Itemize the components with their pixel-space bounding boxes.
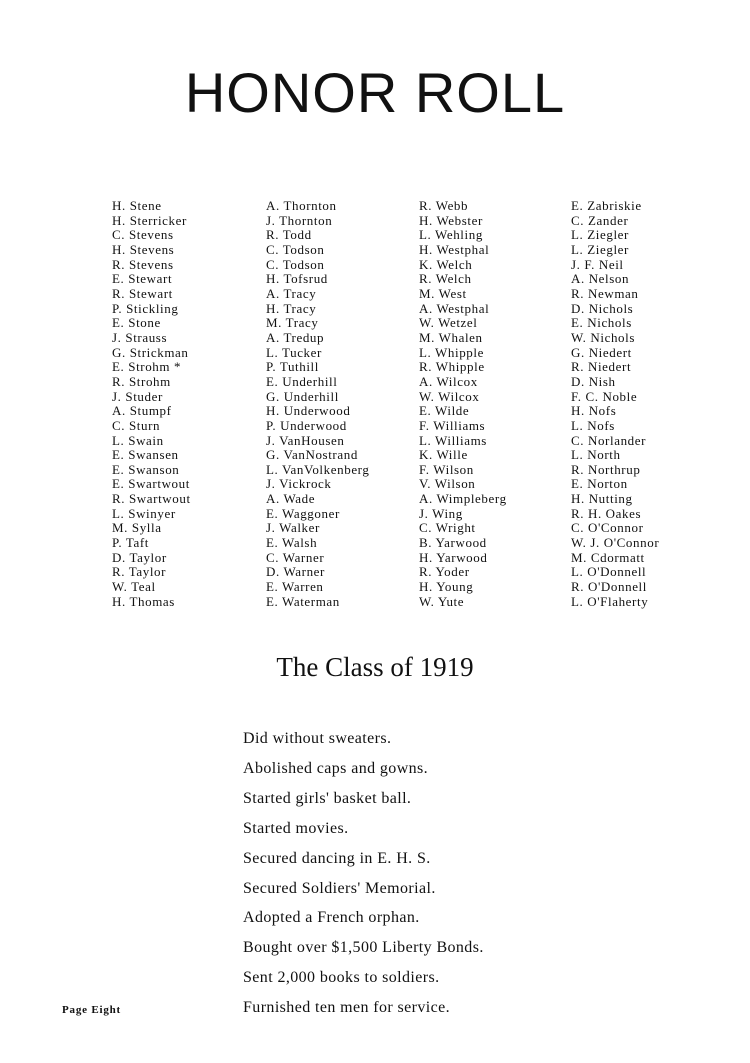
honor-roll-name: L. VanVolkenberg [266,461,370,477]
honor-roll-name: D. Warner [266,564,325,580]
honor-roll-name: C. Todson [266,256,325,272]
honor-roll-name: C. Zander [571,212,629,228]
honor-roll-name: A. Wilcox [419,373,478,389]
honor-roll-name: E. Strohm * [112,359,182,375]
honor-roll-name: A. Tracy [266,285,317,301]
honor-roll-name: F. Williams [419,417,486,433]
honor-roll-name: L. Ziegler [571,241,629,257]
honor-roll-column-4 [571,199,659,609]
honor-roll-name: G. VanNostrand [266,447,358,463]
honor-roll-name: L. Wehling [419,227,483,243]
honor-roll-name: D. Nichols [571,300,634,316]
achievement-item: Did without sweaters. [243,730,392,747]
achievement-item: Abolished caps and gowns. [243,759,429,777]
honor-roll-name: C. Wright [419,520,476,536]
honor-roll-name: C. Sturn [112,417,161,433]
honor-roll-name: L. O'Flaherty [571,593,649,609]
honor-roll-name: L. Swain [112,432,164,448]
honor-roll-name: J. Strauss [112,329,168,345]
honor-roll-name: R. Whipple [419,359,485,375]
honor-roll-name: A. Nelson [571,271,630,287]
honor-roll-name: H. Nofs [571,403,617,419]
honor-roll-name: P. Stickling [112,300,179,316]
achievement-item: Sent 2,000 books to soldiers. [243,969,440,987]
honor-roll-name: A. Westphal [419,300,490,316]
honor-roll-name: R. Newman [571,285,639,301]
honor-roll-name: M. Whalen [419,329,483,345]
honor-roll-name: H. Stene [112,198,162,213]
honor-roll-name: L. O'Donnell [571,564,647,580]
honor-roll-name: R. Webb [419,198,469,213]
honor-roll-name: H. Underwood [266,403,351,419]
honor-roll-name: G. Strickman [112,344,189,360]
honor-roll-name: E. Wilde [419,403,470,419]
honor-roll-name: R. Welch [419,271,472,287]
honor-roll-name: W. Wetzel [419,315,478,331]
honor-roll-name: C. Todson [266,241,325,257]
honor-roll-name: D. Nish [571,373,616,389]
honor-roll-name: R. Strohm [112,373,171,389]
honor-roll-name: G. Niedert [571,344,632,360]
honor-roll-name: L. Williams [419,432,487,448]
honor-roll-name: E. Waggoner [266,505,340,521]
honor-roll-name: M. Sylla [112,520,162,536]
honor-roll-name: R. Yoder [419,564,470,580]
class-title: The Class of 1919 [276,652,474,682]
honor-roll-name: H. Thomas [112,593,175,609]
achievement-item: Secured dancing in E. H. S. [243,849,431,867]
honor-roll-name: W. Nichols [571,329,636,345]
page-number: Page Eight [62,1004,122,1016]
honor-roll-name: J. VanHousen [266,432,345,448]
honor-roll-name: E. Underhill [266,373,338,389]
honor-roll-name: H. Yarwood [419,549,488,565]
honor-roll-name: E. Swansen [112,447,179,463]
honor-roll-name: W. Teal [112,579,156,595]
achievements-list [243,724,663,1023]
honor-roll-name: W. Wilcox [419,388,480,404]
honor-roll-name: L. Whipple [419,344,484,360]
honor-roll-name: L. Tucker [266,344,322,360]
honor-roll-name: M. Tracy [266,315,319,331]
honor-roll-name: P. Tuthill [266,359,319,375]
page-title: HONOR ROLL [184,61,566,124]
honor-roll-name: G. Underhill [266,388,339,404]
honor-roll-name: C. Norlander [571,432,647,448]
honor-roll-name: H. Nutting [571,491,633,507]
achievement-item: Bought over $1,500 Liberty Bonds. [243,939,484,957]
honor-roll-name: H. Tofsrud [266,271,328,287]
honor-roll-name: E. Waterman [266,593,340,609]
honor-roll-name: E. Zabriskie [571,198,642,213]
honor-roll-name: M. Cdormatt [571,549,645,565]
achievement-item: Secured Soldiers' Memorial. [243,879,436,897]
honor-roll-name: F. C. Noble [571,388,638,404]
honor-roll-column-3 [419,199,507,609]
honor-roll-name: E. Norton [571,476,628,492]
honor-roll-name: L. Nofs [571,417,615,433]
achievement-item: Furnished ten men for service. [243,999,451,1017]
honor-roll-name: R. Niedert [571,359,632,375]
honor-roll-name: H. Webster [419,212,483,228]
honor-roll-name: M. West [419,285,467,301]
honor-roll-name: E. Swartwout [112,476,190,492]
honor-roll-name: R. Northrup [571,461,641,477]
honor-roll-name: E. Stewart [112,271,173,287]
honor-roll-name: C. O'Connor [571,520,644,536]
honor-roll-name: B. Yarwood [419,535,487,551]
honor-roll-name: E. Walsh [266,535,318,551]
honor-roll-name: A. Wade [266,491,316,507]
achievement-item: Started girls' basket ball. [243,789,412,807]
honor-roll-name: R. H. Oakes [571,505,642,521]
honor-roll-name: K. Welch [419,256,473,272]
honor-roll-name: H. Sterricker [112,212,187,228]
honor-roll-name: R. Stevens [112,256,174,272]
honor-roll-list [0,199,750,619]
honor-roll-name: C. Warner [266,549,325,565]
honor-roll-name: L. Ziegler [571,227,629,243]
honor-roll-name: H. Young [419,579,474,595]
honor-roll-name: R. Todd [266,227,312,243]
honor-roll-name: A. Tredup [266,329,325,345]
honor-roll-name: J. Walker [266,520,320,536]
honor-roll-name: E. Swanson [112,461,180,477]
honor-roll-name: J. Wing [419,505,463,521]
honor-roll-name: H. Stevens [112,241,175,257]
honor-roll-name: R. O'Donnell [571,579,647,595]
honor-roll-name: R. Stewart [112,285,173,301]
honor-roll-column-2 [266,199,369,609]
achievement-item: Adopted a French orphan. [243,909,420,927]
honor-roll-name: L. Swinyer [112,505,176,521]
honor-roll-name: W. J. O'Connor [571,535,660,551]
honor-roll-name: J. F. Neil [571,256,624,272]
honor-roll-name: P. Underwood [266,417,347,433]
honor-roll-name: A. Thornton [266,198,337,213]
honor-roll-name: K. Wille [419,447,468,463]
honor-roll-name: V. Wilson [419,476,476,492]
honor-roll-name: J. Vickrock [266,476,332,492]
honor-roll-name: J. Thornton [266,212,333,228]
achievement-item: Started movies. [243,819,349,837]
honor-roll-name: J. Studer [112,388,163,404]
honor-roll-name: L. North [571,447,621,463]
honor-roll-name: E. Warren [266,579,324,595]
honor-roll-name: R. Swartwout [112,491,191,507]
honor-roll-name: E. Nichols [571,315,632,331]
honor-roll-name: R. Taylor [112,564,167,580]
honor-roll-name: P. Taft [112,535,149,551]
honor-roll-name: H. Westphal [419,241,490,257]
honor-roll-name: F. Wilson [419,461,474,477]
honor-roll-name: C. Stevens [112,227,174,243]
honor-roll-name: H. Tracy [266,300,317,316]
honor-roll-name: E. Stone [112,315,161,331]
honor-roll-name: W. Yute [419,593,465,609]
honor-roll-name: A. Stumpf [112,403,172,419]
honor-roll-column-1 [112,199,191,609]
honor-roll-name: A. Wimpleberg [419,491,507,507]
honor-roll-name: D. Taylor [112,549,167,565]
